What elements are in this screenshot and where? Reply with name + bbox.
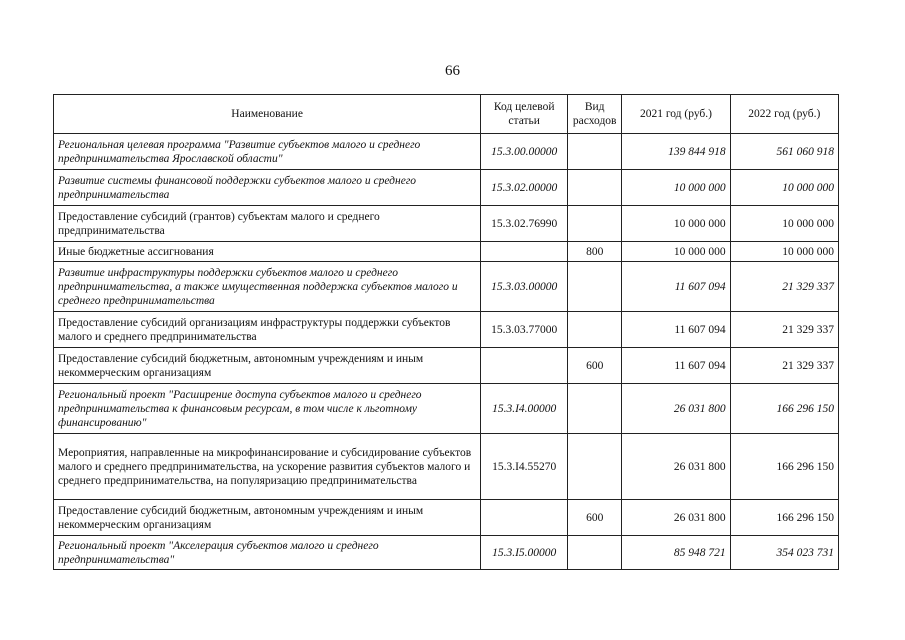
row-name: Предоставление субсидий бюджетным, автономным учреждениям и иным некоммерческим организациям [54,500,481,536]
row-name: Развитие системы финансовой поддержки субъектов малого и среднего предпринимательства [54,170,481,206]
row-expense-type [568,170,622,206]
row-code [481,500,568,536]
header-2022: 2022 год (руб.) [730,95,838,134]
row-amount-2021: 26 031 800 [622,434,730,500]
row-amount-2021: 26 031 800 [622,384,730,434]
row-name: Мероприятия, направленные на микрофинансирование и субсидирование субъектов малого и среднего предпринимательства, на ускорение развития субъектов малого и среднего предпринимательства, на популяризацию предпринимательства [54,434,481,500]
table-row [54,134,839,170]
table-body [54,134,839,570]
row-name: Региональная целевая программа "Развитие субъектов малого и среднего предпринимательства Ярославской области" [54,134,481,170]
row-code: 15.3.00.00000 [481,134,568,170]
budget-table [53,94,839,570]
row-expense-type [568,536,622,570]
table-header [54,95,839,134]
table-row [54,312,839,348]
row-code: 15.3.I4.00000 [481,384,568,434]
row-amount-2021: 11 607 094 [622,262,730,312]
row-amount-2022: 21 329 337 [730,262,838,312]
row-amount-2021: 11 607 094 [622,348,730,384]
row-code [481,348,568,384]
row-expense-type: 600 [568,348,622,384]
table-row [54,170,839,206]
row-expense-type: 600 [568,500,622,536]
table-row [54,434,839,500]
table-row [54,384,839,434]
row-name: Предоставление субсидий организациям инфраструктуры поддержки субъектов малого и среднего предпринимательства [54,312,481,348]
header-type: Вид расходов [568,95,622,134]
table-row [54,536,839,570]
row-amount-2021: 10 000 000 [622,242,730,262]
row-amount-2022: 21 329 337 [730,312,838,348]
table-row [54,348,839,384]
row-expense-type [568,262,622,312]
row-name: Иные бюджетные ассигнования [54,242,481,262]
row-expense-type [568,134,622,170]
row-name: Региональный проект "Расширение доступа субъектов малого и среднего предпринимательства к финансовым ресурсам, в том числе к льготному финансированию" [54,384,481,434]
row-amount-2022: 10 000 000 [730,242,838,262]
row-name: Предоставление субсидий бюджетным, автономным учреждениям и иным некоммерческим организациям [54,348,481,384]
page-number: 66 [445,63,460,79]
row-code [481,242,568,262]
table-row [54,262,839,312]
row-name: Региональный проект "Акселерация субъектов малого и среднего предпринимательства" [54,536,481,570]
row-amount-2021: 11 607 094 [622,312,730,348]
row-name: Развитие инфраструктуры поддержки субъектов малого и среднего предпринимательства, а также имущественная поддержка субъектов малого и среднего предпринимательства [54,262,481,312]
row-amount-2021: 85 948 721 [622,536,730,570]
row-code: 15.3.03.77000 [481,312,568,348]
row-expense-type [568,434,622,500]
header-code: Код целевой статьи [481,95,568,134]
row-amount-2022: 166 296 150 [730,384,838,434]
row-name: Предоставление субсидий (грантов) субъектам малого и среднего предпринимательства [54,206,481,242]
header-2021: 2021 год (руб.) [622,95,730,134]
row-amount-2021: 10 000 000 [622,206,730,242]
header-name: Наименование [54,95,481,134]
table-row [54,242,839,262]
table-row [54,500,839,536]
row-amount-2022: 561 060 918 [730,134,838,170]
row-amount-2021: 26 031 800 [622,500,730,536]
table-row [54,206,839,242]
row-amount-2022: 21 329 337 [730,348,838,384]
row-code: 15.3.I4.55270 [481,434,568,500]
row-amount-2022: 166 296 150 [730,434,838,500]
row-code: 15.3.02.00000 [481,170,568,206]
row-expense-type: 800 [568,242,622,262]
row-amount-2022: 10 000 000 [730,206,838,242]
row-expense-type [568,206,622,242]
row-expense-type [568,384,622,434]
header-row [54,95,839,134]
row-expense-type [568,312,622,348]
row-amount-2022: 10 000 000 [730,170,838,206]
row-amount-2021: 139 844 918 [622,134,730,170]
row-code: 15.3.I5.00000 [481,536,568,570]
row-code: 15.3.03.00000 [481,262,568,312]
row-amount-2021: 10 000 000 [622,170,730,206]
row-amount-2022: 166 296 150 [730,500,838,536]
row-code: 15.3.02.76990 [481,206,568,242]
row-amount-2022: 354 023 731 [730,536,838,570]
